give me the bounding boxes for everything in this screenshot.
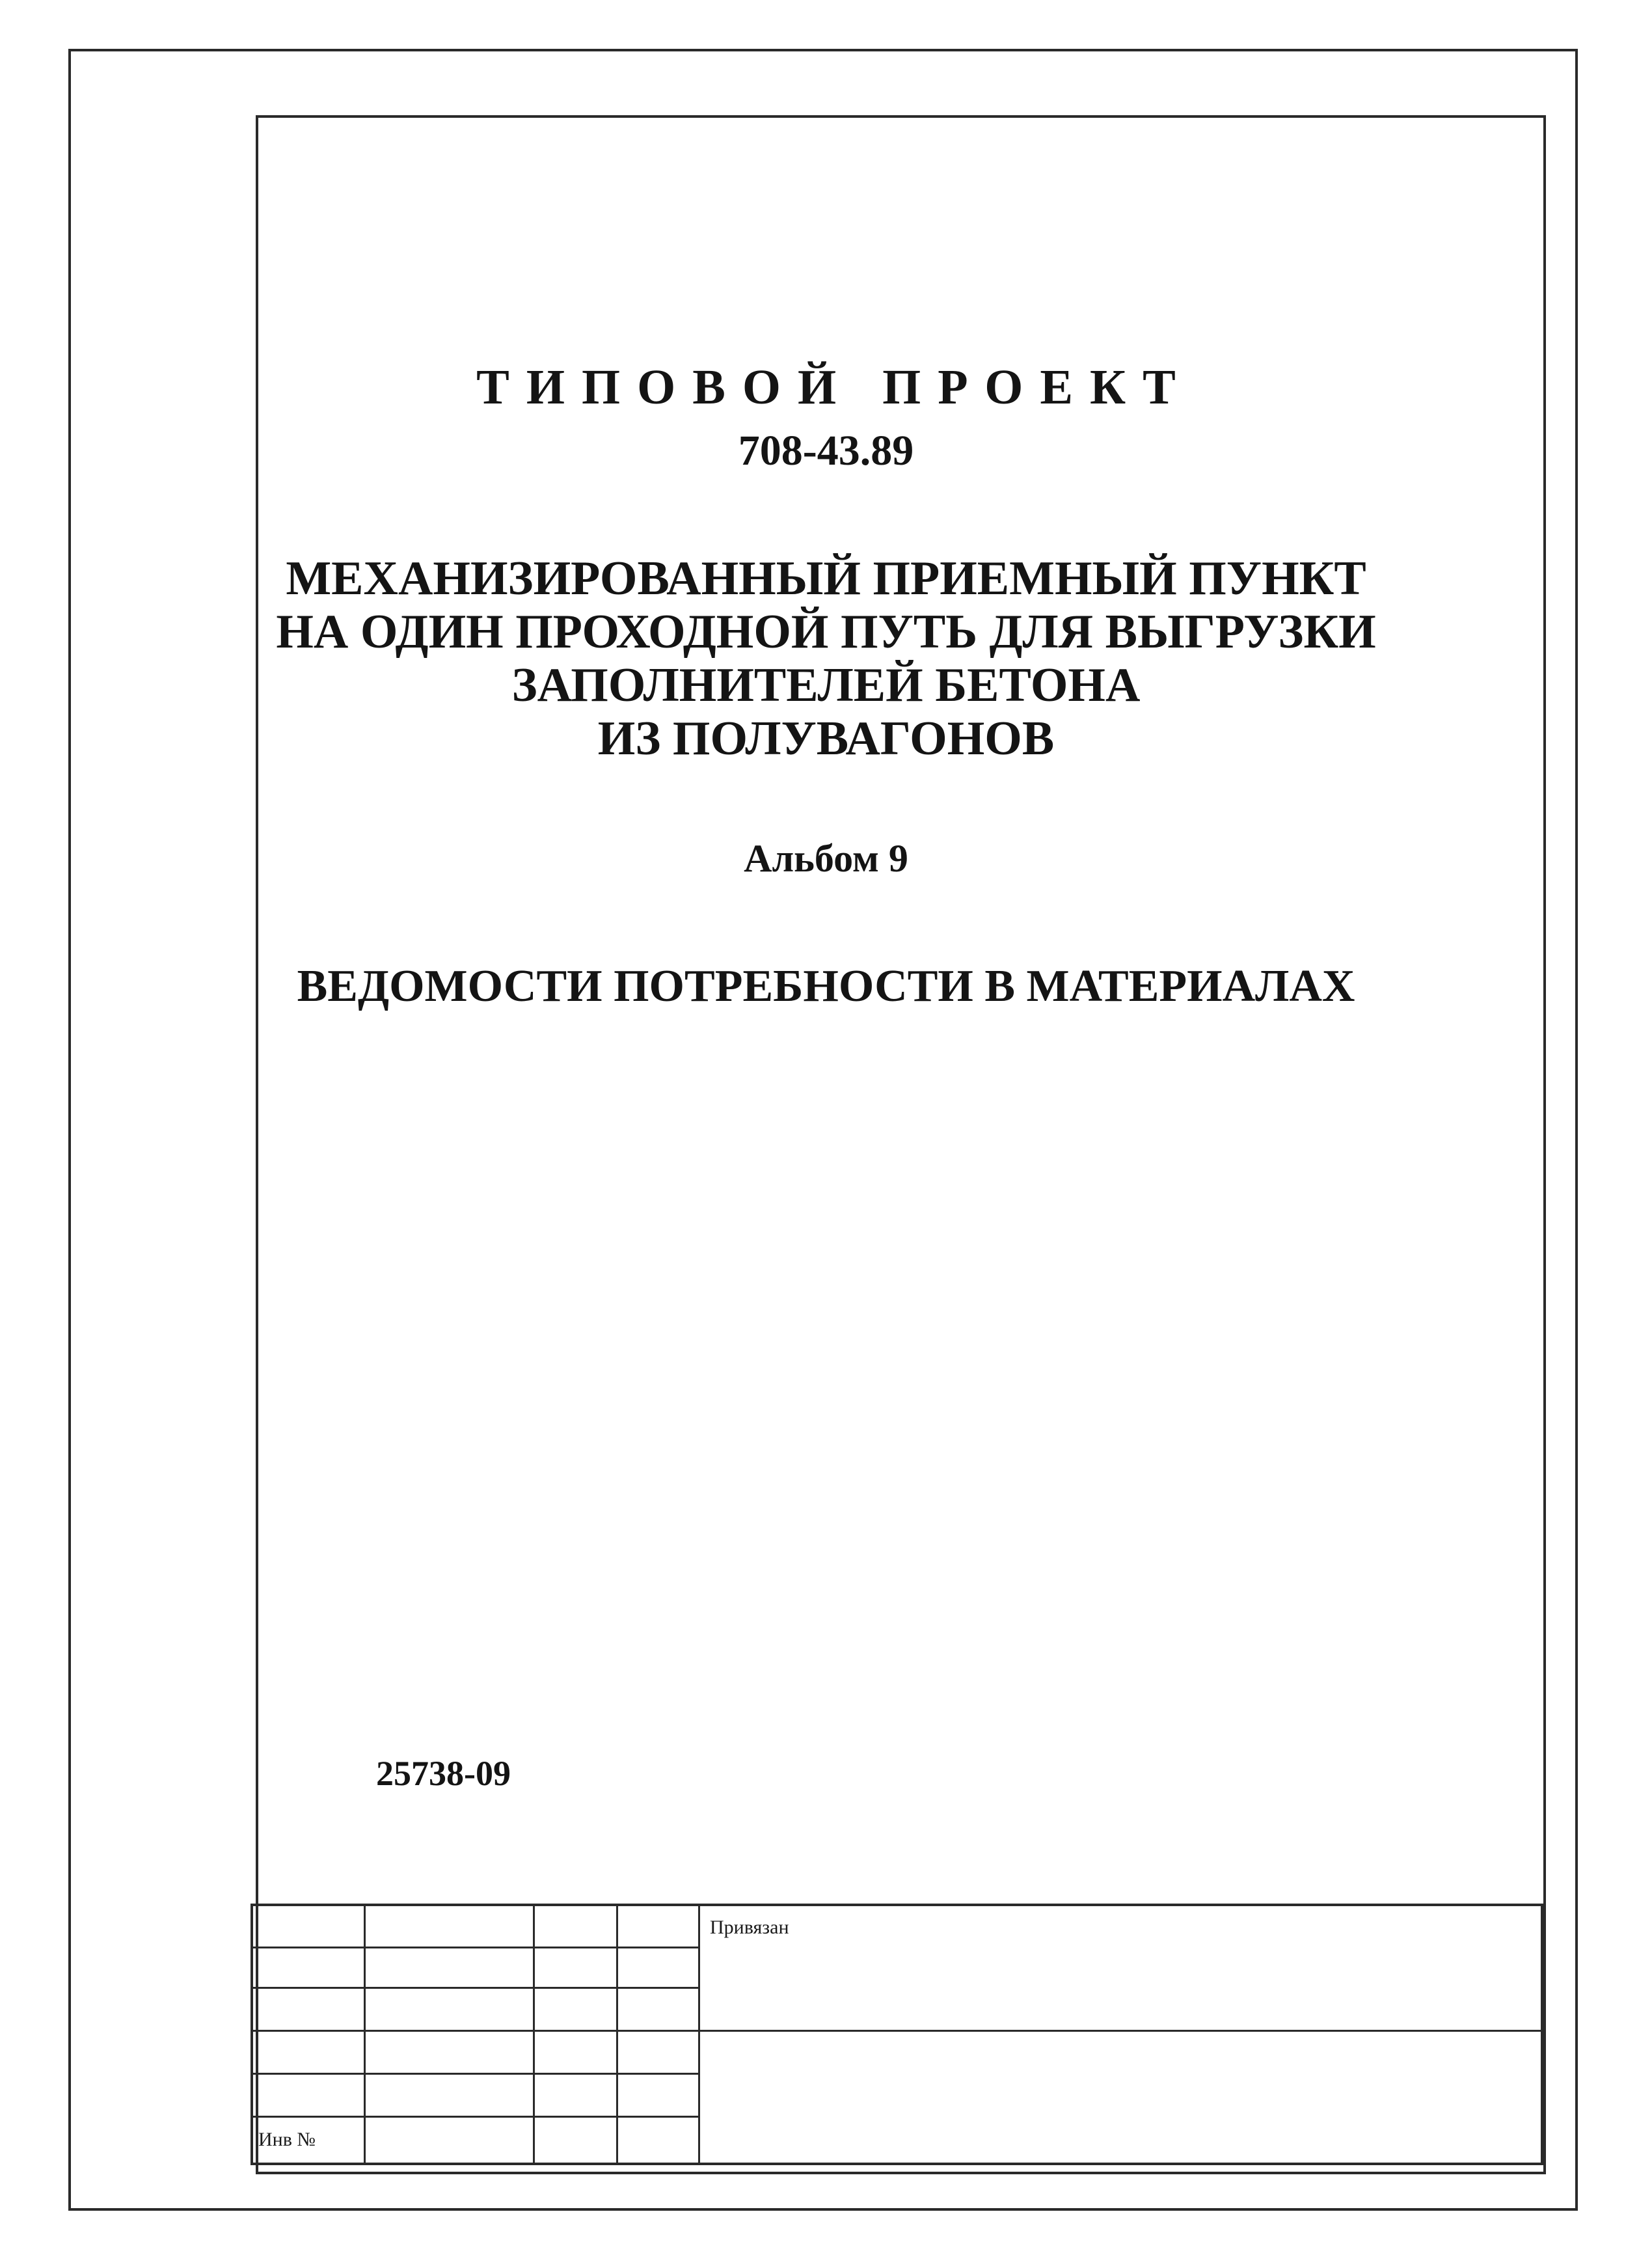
stamp-bound-label: Привязан bbox=[710, 1917, 789, 1938]
document-title-line: МЕХАНИЗИРОВАННЫЙ ПРИЕМНЫЙ ПУНКТ bbox=[286, 552, 1366, 605]
stamp-divider bbox=[253, 1947, 699, 1948]
stamp-divider bbox=[253, 2030, 1541, 2032]
stamp-divider bbox=[616, 1906, 618, 2163]
document-title bbox=[0, 552, 1652, 765]
title-block bbox=[0, 358, 1652, 1013]
document-title-line: ЗАПОЛНИТЕЛЕЙ БЕТОНА bbox=[511, 659, 1141, 712]
document-title-line: ИЗ ПОЛУВАГОНОВ bbox=[597, 712, 1055, 765]
stamp-divider bbox=[364, 1906, 366, 2163]
stamp-divider bbox=[533, 1906, 535, 2163]
document-title-line: НА ОДИН ПРОХОДНОЙ ПУТЬ ДЛЯ ВЫГРУЗКИ bbox=[276, 605, 1376, 659]
album-number: Альбом 9 bbox=[744, 837, 908, 880]
section-title: ВЕДОМОСТИ ПОТРЕБНОСТИ В МАТЕРИАЛАХ bbox=[297, 961, 1355, 1011]
stamp-divider bbox=[253, 2073, 699, 2075]
inventory-code: 25738-09 bbox=[376, 1754, 511, 1793]
document-kind: ТИПОВОЙ ПРОЕКТ bbox=[476, 360, 1193, 415]
stamp-divider bbox=[253, 1987, 699, 1989]
title-stamp-table bbox=[251, 1904, 1543, 2165]
document-number: 708-43.89 bbox=[738, 427, 914, 474]
stamp-divider bbox=[253, 2116, 699, 2118]
stamp-divider bbox=[698, 1906, 700, 2163]
stamp-inventory-label: Инв № bbox=[258, 2129, 316, 2150]
